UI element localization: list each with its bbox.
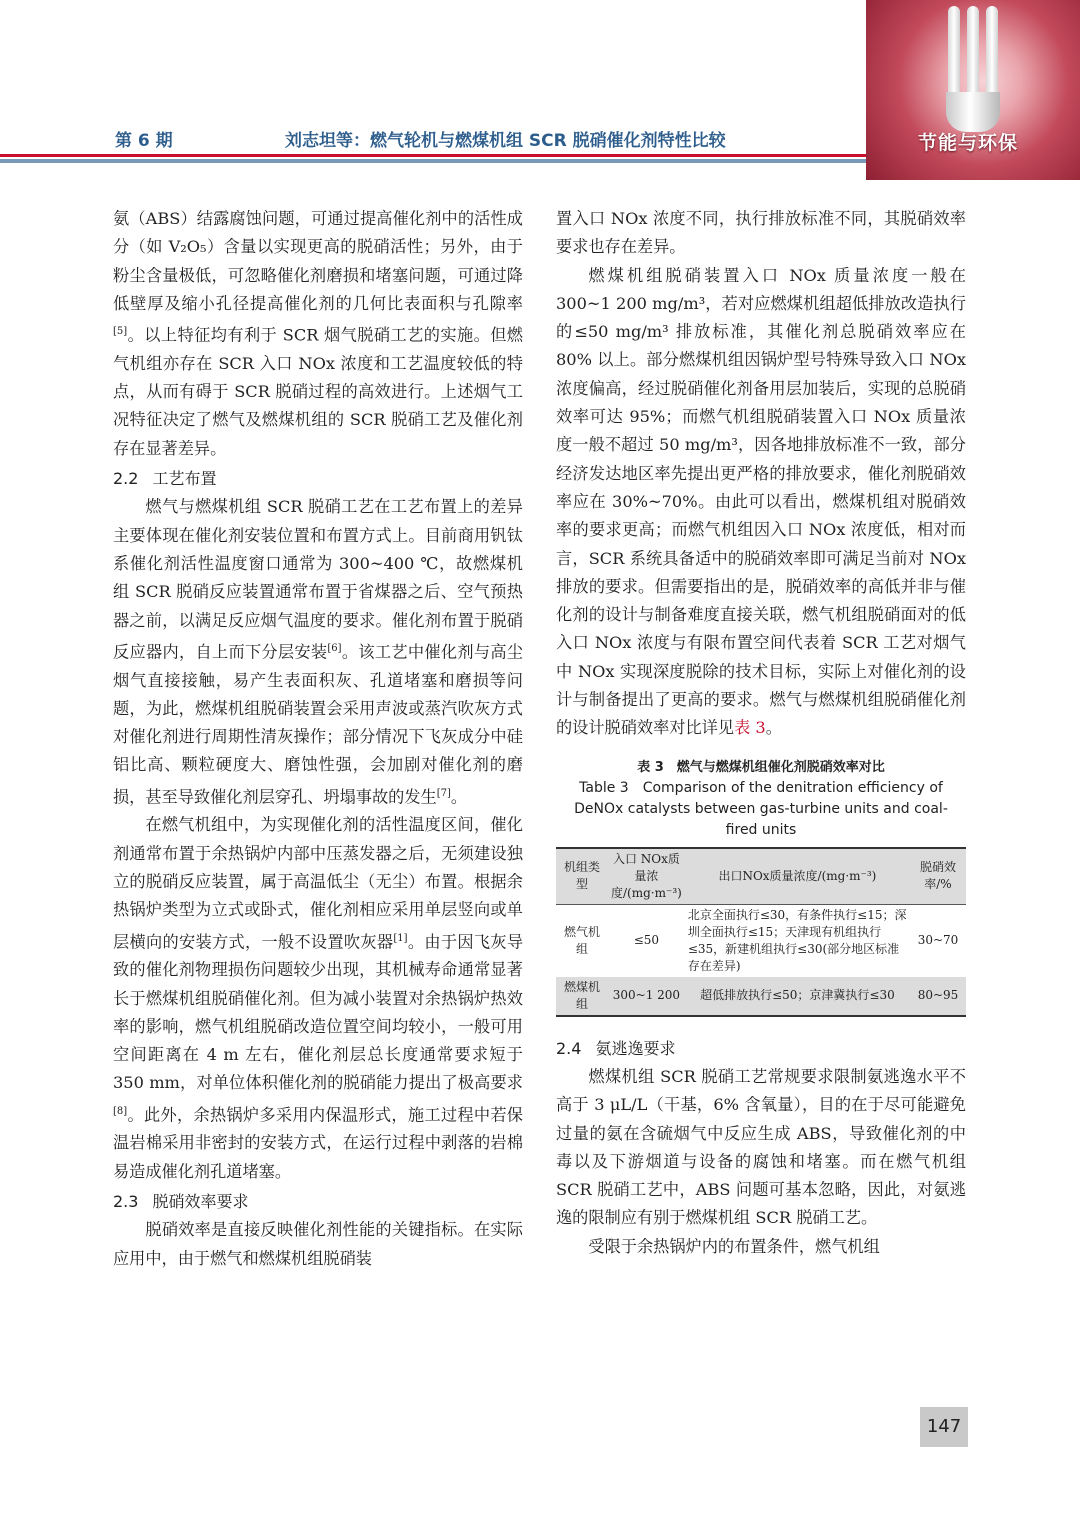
citation-ref[interactable]: [8] — [113, 1105, 128, 1117]
paragraph: 脱硝效率是直接反映催化剂性能的关键指标。在实际应用中，由于燃气和燃煤机组脱硝装 — [113, 1220, 523, 1268]
citation-ref[interactable]: [7] — [436, 787, 451, 799]
table-caption-en: Table 3 Comparison of the denitration efficiency of DeNOx catalysts between gas-turbine units and coal-fired units — [574, 779, 948, 838]
table-3 — [556, 847, 966, 1017]
header-rule — [0, 154, 866, 163]
header-cell: 机组类型 — [563, 860, 600, 892]
table-row — [556, 904, 966, 977]
header-cell: 脱硝效率/% — [919, 860, 956, 892]
table-cell: 北京全面执行≤30，有条件执行≤15；深圳全面执行≤15；天津现有机组执行≤35，新建机组执行≤30(部分地区标准存在差异) — [687, 907, 907, 973]
page-header — [0, 0, 1080, 180]
header-cell: 入口 NOx质量浓度/(mg·m⁻³) — [611, 851, 682, 900]
citation-ref[interactable]: [6] — [327, 642, 342, 654]
table-cell: 燃气机组 — [563, 924, 600, 956]
section-heading-2-4: 2.4 氨逃逸要求 — [556, 1038, 676, 1058]
citation-ref[interactable]: [1] — [393, 932, 408, 944]
paragraph: 置入口 NOx 浓度不同，执行排放标准不同，其脱硝效率要求也存在差异。 — [556, 209, 966, 257]
table-row — [556, 977, 966, 1016]
left-column — [113, 205, 523, 1273]
paragraph: 在燃气机组中，为实现催化剂的活性温度区间，催化剂通常布置于余热锅炉内部中压蒸发器之后，无须建设独立的脱硝反应装置，属于高温低尘（无尘）布置。根据余热锅炉类型为立式或卧式，催化剂相应采用单层竖向或单层横向的安装方式，一般不设置吹灰器[1]。由于因飞灰导致的催化剂物理损伤问题较少出现，其机械寿命通常显著长于燃煤机组脱硝催化剂。但为减小装置对余热锅炉热效率的影响，燃气机组脱硝改造位置空间均较小，一般可用空间距离在 4 m 左右，催化剂层总长度通常要求短于 350 mm，对单位体积催化剂的脱硝能力提出了极高要求[8]。此外，余热锅炉多采用内保温形式，施工过程中若保温岩棉采用非密封的安装方式，在运行过程中剥落的岩棉易造成催化剂孔道堵塞。 — [113, 815, 524, 1181]
paragraph: 燃气与燃煤机组 SCR 脱硝工艺在工艺布置上的差异主要体现在催化剂安装位置和布置方式上。目前商用钒钛系催化剂活性温度窗口通常为 300~400 ℃，故燃煤机组 SCR 脱硝反应装置通常布置于省煤器之后、空气预热器之前，以满足反应烟气温度的要求。催化剂布置于脱硝反应器内，自上而下分层安装[6]。该工艺中催化剂与高尘烟气直接接触，易产生表面积灰、孔道堵塞和磨损等问题，为此，燃煤机组脱硝装置会采用声波或蒸汽吹灰方式对催化剂进行周期性清灰操作；部分情况下飞灰成分中硅铝比高、颗粒硬度大、磨蚀性强，会加剧对催化剂的磨损，甚至导致催化剂层穿孔、坍塌事故的发生[7]。 — [113, 497, 523, 807]
table-caption — [556, 757, 966, 841]
table-cell: 80~95 — [917, 988, 959, 1003]
issue-number: 第 6 期 — [115, 131, 173, 151]
page-number: 147 — [920, 1407, 968, 1447]
table-caption-cn: 表 3 燃气与燃煤机组催化剂脱硝效率对比 — [637, 759, 885, 775]
paragraph: 氨（ABS）结露腐蚀问题，可通过提高催化剂中的活性成分（如 V₂O₅）含量以实现更高的脱硝活性；另外，由于粉尘含量极低，可忽略催化剂磨损和堵塞问题，可通过降低壁厚及缩小孔径提高催化剂的几何比表面积与孔隙率[5]。以上特征均有利于 SCR 烟气脱硝工艺的实施。但燃气机组亦存在 SCR 入口 NOx 浓度和工艺温度较低的特点，从而有碍于 SCR 脱硝过程的高效进行。上述烟气工况特征决定了燃气及燃煤机组的 SCR 脱硝工艺及催化剂存在显著差异。 — [113, 209, 523, 458]
light-bulb-icon — [938, 6, 1008, 146]
running-title: 刘志坦等：燃气轮机与燃煤机组 SCR 脱硝催化剂特性比较 — [285, 131, 726, 151]
citation-ref[interactable]: [5] — [113, 326, 128, 338]
table-cell: 300~1 200 — [612, 988, 681, 1003]
section-heading-2-3: 2.3 脱硝效率要求 — [113, 1192, 249, 1212]
header-cell: 出口NOx质量浓度/(mg·m⁻³) — [718, 868, 877, 883]
paragraph: 燃煤机组脱硝装置入口 NOx 质量浓度一般在 300~1 200 mg/m³，若对应燃煤机组超低排放改造执行的≤50 mg/m³ 排放标准，其催化剂总脱硝效率应在 80% 以上。部分燃煤机组因锅炉型号特殊导致入口 NOx 浓度偏高，经过脱硝催化剂备用层加装后，实现的总脱硝效率可达 95%；而燃气机组脱硝装置入口 NOx 质量浓度一般不超过 50 mg/m³，因各地排放标准不一致，部分经济发达地区率先提出更严格的排放要求，催化剂脱硝效率应在 30%~70%。由此可以看出，燃煤机组对脱硝效率的要求更高；而燃气机组因入口 NOx 浓度低，相对而言，SCR 系统具备适中的脱硝效率即可满足当前对 NOx 排放的要求。但需要指出的是，脱硝效率的高低并非与催化剂的设计与制备难度直接关联，燃气机组脱硝面对的低入口 NOx 浓度与有限布置空间代表着 SCR 工艺对烟气中 NOx 实现深度脱除的技术目标，实际上对催化剂的设计与制备提出了更高的要求。燃气与燃煤机组脱硝催化剂的设计脱硝效率对比详见表 3。 — [556, 265, 966, 738]
table-3-link[interactable]: 表 3 — [734, 718, 766, 738]
table-cell: 30~70 — [917, 933, 959, 948]
section-heading-2-2: 2.2 工艺布置 — [113, 469, 217, 489]
paragraph: 燃煤机组 SCR 脱硝工艺常规要求限制氨逃逸水平不高于 3 μL/L（干基，6% 含氧量），目的在于尽可能避免过量的氨在含硫烟气中反应生成 ABS，导致催化剂的中毒以及下游烟道与设备的腐蚀和堵塞。而在燃气机组 SCR 脱硝工艺中，ABS 问题可基本忽略，因此，对氨逃逸的限制应有别于燃煤机组 SCR 脱硝工艺。 — [556, 1066, 966, 1228]
journal-name: 节能与环保 — [918, 132, 1019, 154]
table-cell: ≤50 — [633, 933, 660, 948]
table-header-row — [556, 848, 966, 905]
paragraph: 受限于余热锅炉内的布置条件，燃气机组 — [588, 1236, 880, 1256]
right-column — [556, 205, 966, 1261]
table-cell: 燃煤机组 — [563, 979, 600, 1011]
table-cell: 超低排放执行≤50；京津冀执行≤30 — [700, 988, 895, 1003]
